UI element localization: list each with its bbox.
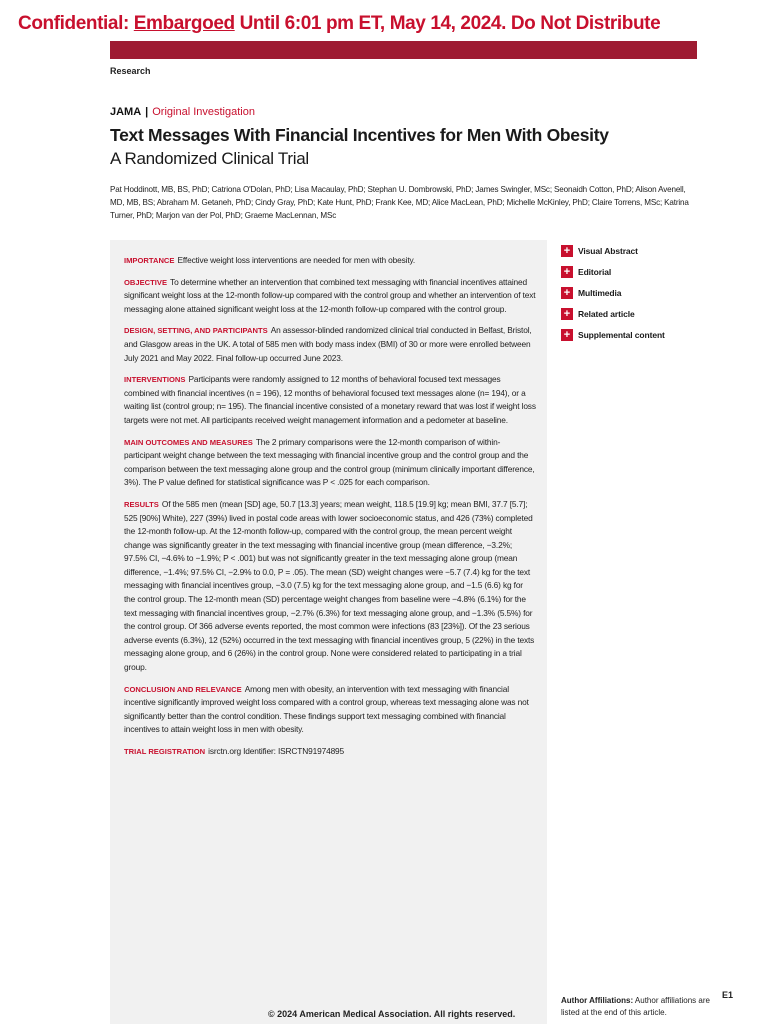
abstract-heading: TRIAL REGISTRATION (124, 747, 206, 756)
abstract-outcomes (124, 436, 536, 490)
sidebar-item-label: Editorial (578, 266, 612, 277)
abstract-box (110, 240, 547, 1024)
sidebar-item-supplemental-content[interactable] (561, 324, 701, 345)
embargo-banner (18, 13, 758, 35)
copyright-notice: © 2024 American Medical Association. All rights reserved. (268, 1009, 516, 1019)
abstract-text: The 2 primary comparisons were the 12-month comparison of within-participant weight change between the text messaging with financial incentive group and the control group and the comparison between the text messaging alone group and the control group (minimum clinically important difference, 3%). The P value defined for statistical significance was P < .025 for each comparison. (124, 436, 535, 488)
abstract-text: Participants were randomly assigned to 12 months of behavioral focused text messages combined with financial incentives (n = 196), 12 months of behavioral focused text messages alone (n= 194), or a waiting list (control group; n= 195). The financial incentive consisted of a monetary reward that was lost if weight loss targets were not met. All participants received weight management information and a pedometer at baseline. (124, 374, 536, 425)
article-title: Text Messages With Financial Incentives for Men With Obesity (110, 125, 609, 145)
abstract-objective (124, 276, 536, 317)
affiliations-label: Author Affiliations: (561, 996, 634, 1005)
article-subtitle: A Randomized Clinical Trial (110, 149, 309, 168)
page-number: E1 (722, 990, 734, 1000)
abstract-heading: IMPORTANCE (124, 256, 175, 265)
author-affiliations (561, 995, 711, 1018)
banner-embargoed: Embargoed (133, 13, 235, 34)
journal-name: JAMA (110, 106, 142, 118)
abstract-results (124, 498, 536, 675)
section-label: Research (110, 66, 151, 76)
supplementary-links (561, 240, 701, 345)
plus-icon: + (561, 266, 573, 278)
journal-separator: | (145, 106, 149, 118)
abstract-text: An assessor-blinded randomized clinical trial conducted in Belfast, Bristol, and Glasgow areas in the UK. A total of 585 men with body mass index (BMI) of 30 or more were enrolled between July 2021 and May 2022. Final follow-up occurred June 2023. (124, 325, 532, 363)
journal-line (110, 106, 255, 118)
abstract-heading: OBJECTIVE (124, 277, 168, 287)
abstract-heading: RESULTS (124, 499, 159, 509)
sidebar-item-visual-abstract[interactable] (561, 240, 701, 261)
sidebar-item-label: Supplemental content (578, 329, 665, 340)
sidebar-item-editorial[interactable] (561, 261, 701, 282)
abstract-design (124, 324, 536, 365)
abstract-interventions (124, 373, 536, 427)
author-list: Pat Hoddinott, MB, BS, PhD; Catriona O'Dolan, PhD; Lisa Macaulay, PhD; Stephan U. Dombrowski, PhD; James Swingler, MSc; Seonaidh Cotton, PhD; Alison Avenell, MD, MB, BS; Abraham M. Getaneh, PhD; Cindy Gray, PhD; Kate Hunt, PhD; Frank Kee, MD; Alice MacLean, PhD; Michelle McKinley, PhD; Claire Torrens, MSc; Katrina Turner, PhD; Marjon van der Pol, PhD; Graeme MacLennan, MSc (110, 185, 689, 220)
abstract-heading: DESIGN, SETTING, AND PARTICIPANTS (124, 326, 268, 336)
affiliations-text: Author affiliations are listed at the end of this article. (561, 996, 710, 1017)
abstract-content (124, 254, 536, 767)
abstract-text: isrctn.org Identifier: ISRCTN91974895 (208, 746, 345, 756)
plus-icon: + (561, 308, 573, 320)
abstract-heading: CONCLUSION AND RELEVANCE (124, 684, 242, 694)
abstract-heading: INTERVENTIONS (124, 375, 186, 385)
plus-icon: + (561, 329, 573, 341)
sidebar-item-label: Visual Abstract (578, 245, 638, 256)
banner-prefix: Confidential: (18, 13, 134, 34)
abstract-importance (124, 254, 536, 268)
abstract-text: To determine whether an intervention that combined text messaging with financial incentives attained significant weight loss at the 12-month follow-up compared with the control group and whether an intervention of text messaging alone attained significant weight loss at the 12-month follow-up compared with the control group. (124, 276, 536, 314)
abstract-text: Among men with obesity, an intervention with text messaging with financial incentive significantly improved weight loss compared with a control group, whereas text messaging alone was not significantly better than the control condition. These findings support text messaging combined with financial incentives to attain weight loss in men with obesity. (124, 683, 529, 735)
abstract-text: Effective weight loss interventions are needed for men with obesity. (177, 255, 416, 265)
abstract-heading: MAIN OUTCOMES AND MEASURES (124, 437, 253, 447)
abstract-conclusion (124, 683, 536, 737)
plus-icon: + (561, 287, 573, 299)
header-bar (110, 41, 697, 59)
sidebar-item-label: Multimedia (578, 287, 622, 298)
abstract-text: Of the 585 men (mean [SD] age, 50.7 [13.3] years; mean weight, 118.5 [19.9] kg; mean BMI, 37.7 [5.7]; 525 [90%] White), 227 (39%) lived in postal code areas with lower socioeconomic status, and 426 (73%) completed the 12-month follow-up. At the 12-month follow-up, compared with the control group, the mean percent weight change was significantly greater in the text messaging with financial incentive group (mean difference, −3.2%; 97.5% CI, −4.6% to −1.9%; P < .001) but was not significantly greater in the text messaging alone group (mean difference, −1.4%; 97.5% CI, −2.9% to 0.0, P = .05). The mean (SD) weight changes were −5.7 (7.4) kg for the text messaging with financial incentives group, −3.0 (7.5) kg for the text messaging alone group, and −1.5 (6.6) kg for the control group. The 12-month mean (SD) percentage weight changes from baseline were −4.8% (6.1%) for the text messaging with financial incentives group, −2.7% (6.3%) for text messaging alone group, and −1.3% (5.5%) for the control group. Of 366 adverse events reported, the most common were infections (83 [23%]). Of the 23 serious adverse events (6.3%), 12 (52%) occurred in the text messaging with financial incentives group, 5 (22%) in the texts messaging alone group, and 6 (26%) in the control group. None were considered related to participating in a trial group. (124, 498, 535, 673)
abstract-trial-registration (124, 745, 536, 759)
plus-icon: + (561, 245, 573, 257)
sidebar-item-label: Related article (578, 308, 635, 319)
sidebar-item-related-article[interactable] (561, 303, 701, 324)
article-type: Original Investigation (152, 106, 255, 118)
sidebar-item-multimedia[interactable] (561, 282, 701, 303)
banner-suffix: Until 6:01 pm ET, May 14, 2024. Do Not Distribute (234, 13, 661, 34)
